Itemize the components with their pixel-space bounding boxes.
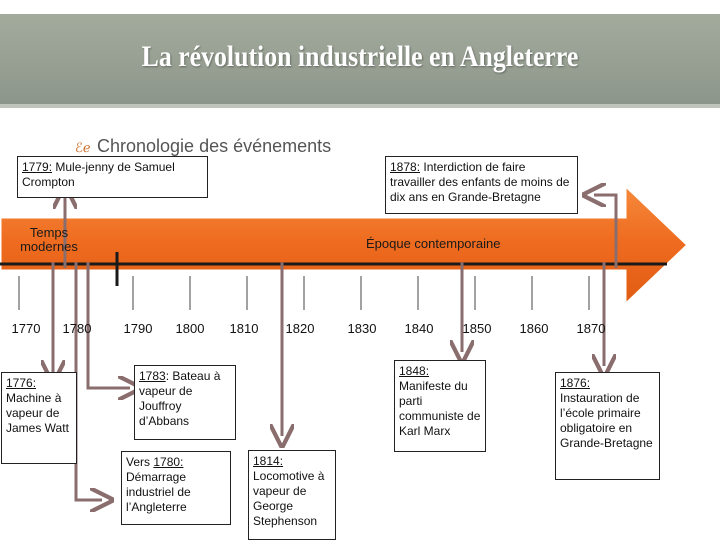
event-box-1848	[394, 360, 486, 452]
event-year: 1779:	[22, 160, 53, 174]
event-text: Locomotive à vapeur de George Stephenson	[253, 469, 325, 528]
event-box-1876	[555, 372, 660, 480]
tick-label: 1770	[11, 321, 41, 336]
event-box-1780	[121, 451, 231, 525]
tick-label: 1860	[519, 321, 549, 336]
tick-label: 1840	[404, 321, 434, 336]
tick-label: 1870	[576, 321, 606, 336]
event-year: 1780:	[153, 455, 184, 469]
timeline-arrow	[0, 185, 688, 305]
event-prefix: Vers	[126, 455, 154, 469]
event-year: 1776:	[6, 376, 37, 390]
event-text: Machine à vapeur de James Watt	[6, 391, 69, 435]
event-text: Instauration de l’école primaire obligatoire en Grande-Bretagne	[560, 391, 653, 450]
event-box-1779	[17, 156, 208, 198]
slide-title: La révolution industrielle en Angleterre	[141, 40, 579, 73]
event-box-1878	[385, 156, 578, 214]
event-year: 1783	[139, 369, 166, 383]
event-year: 1876:	[560, 376, 591, 390]
event-box-1783	[134, 365, 236, 440]
tick-label: 1830	[347, 321, 377, 336]
curly-loop-icon: ℰℯ	[75, 140, 91, 155]
event-text: Manifeste du parti communiste de Karl Marx	[399, 379, 481, 438]
event-box-1814	[248, 450, 336, 540]
event-year: 1814:	[253, 454, 284, 468]
event-text: Interdiction de faire travailler des enfants de moins de dix ans en Grande-Bretagne	[390, 160, 570, 204]
event-year: 1848:	[399, 364, 430, 378]
period-temps-modernes: Temps modernes	[20, 225, 78, 254]
event-text: : Bateau à vapeur de Jouffroy d’Abbans	[139, 369, 221, 428]
tick-label: 1820	[285, 321, 315, 336]
tick-label: 1780	[62, 321, 92, 336]
tick-label: 1810	[229, 321, 259, 336]
tick-label: 1790	[123, 321, 153, 336]
tick-label: 1800	[175, 321, 205, 336]
period-epoque-contemporaine: Époque contemporaine	[366, 236, 501, 251]
event-text: Mule-jenny de Samuel Crompton	[22, 160, 175, 189]
event-box-1776	[1, 372, 77, 464]
event-text: Démarrage industriel de l’Angleterre	[126, 470, 191, 514]
bullet-text: Chronologie des événements	[97, 136, 332, 156]
tick-marks	[19, 276, 589, 310]
event-year: 1878:	[390, 160, 421, 174]
tick-label: 1850	[462, 321, 492, 336]
